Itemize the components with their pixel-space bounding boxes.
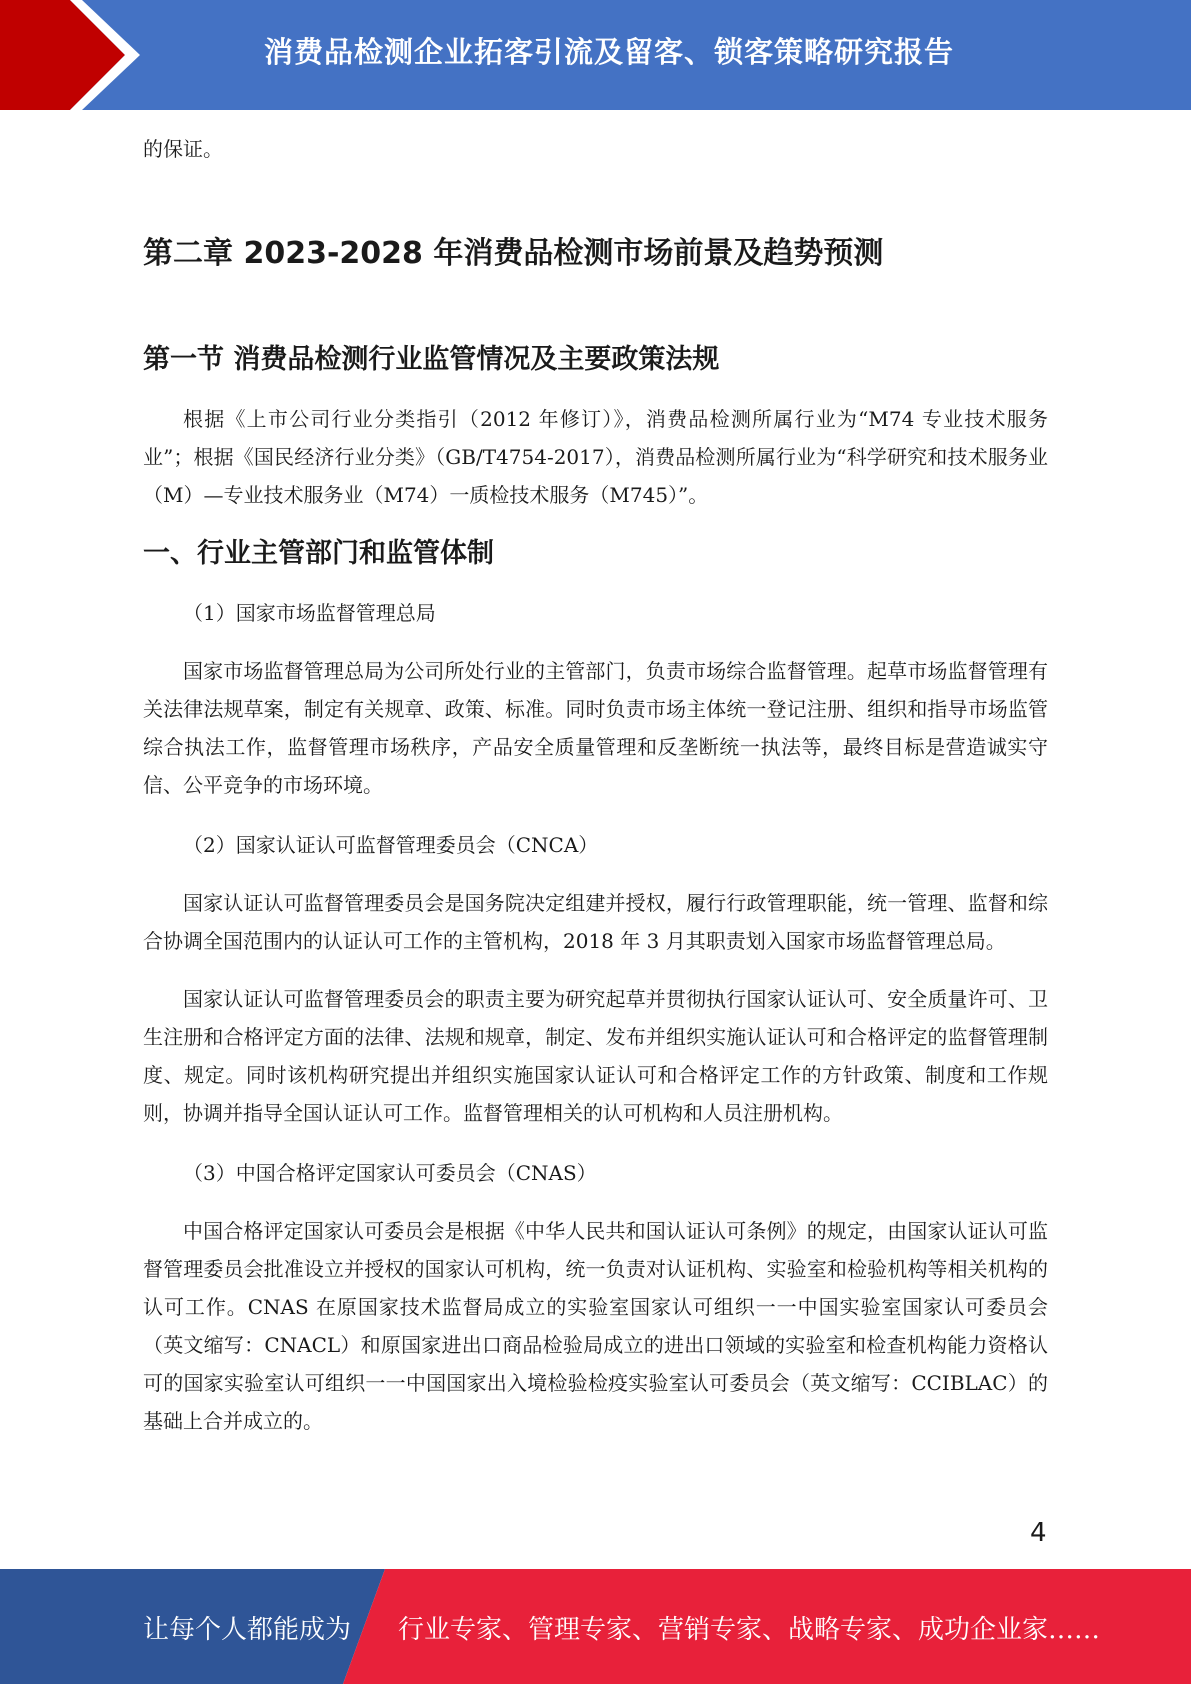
subheading-regulators: 一、行业主管部门和监管体制 — [143, 538, 494, 569]
item-3-paragraph: 中国合格评定国家认可委员会是根据《中华人民共和国认证认可条例》的规定，由国家认证认可监督管理委员会批准设立并授权的国家认可机构，统一负责对认证机构、实验室和检验机构等相关机构的认可工作。CNAS 在原国家技术监督局成立的实验室国家认可组织一一中国实验室国家认可委员会（英文缩写：CNACL）和原国家进出口商品检验局成立的进出口领域的实验室和检查机构能力资格认可的国家实验室认可组织一一中国国家出入境检验检疫实验室认可委员会（英文缩写：CCIBLAC）的基础上合并成立的。 — [143, 1219, 1048, 1433]
item-2-paragraph-2: 国家认证认可监督管理委员会的职责主要为研究起草并贯彻执行国家认证认可、安全质量许可、卫生注册和合格评定方面的法律、法规和规章，制定、发布并组织实施认证认可和合格评定的监督管理制度、规定。同时该机构研究提出并组织实施国家认证认可和合格评定工作的方针政策、制度和工作规则，协调并指导全国认证认可工作。监督管理相关的认可机构和人员注册机构。 — [143, 987, 1048, 1125]
header-arrow-decoration — [0, 0, 160, 110]
footer-slogan-left: 让每个人都能成为 — [143, 1615, 352, 1645]
item-1-paragraph: 国家市场监督管理总局为公司所处行业的主管部门，负责市场综合监督管理。起草市场监督管理有关法律法规草案，制定有关规章、政策、标准。同时负责市场主体统一登记注册、组织和指导市场监管综合执法工作，监督管理市场秩序，产品安全质量管理和反垄断统一执法等，最终目标是营造诚实守信、公平竞争的市场环境。 — [143, 659, 1048, 797]
section-title: 第一节 消费品检测行业监管情况及主要政策法规 — [143, 344, 720, 375]
item-3-title: （3）中国合格评定国家认可委员会（CNAS） — [183, 1161, 597, 1185]
continuation-text: 的保证。 — [143, 137, 223, 161]
document-body — [143, 130, 1048, 1440]
header-title: 消费品检测企业拓客引流及留客、锁客策略研究报告 — [264, 35, 955, 69]
intro-paragraph: 根据《上市公司行业分类指引（2012 年修订）》，消费品检测所属行业为“M74 专业技术服务业”；根据《国民经济行业分类》（GB/T4754-2017），消费品检测所属行业为“科学研究和技术服务业（M）—专业技术服务业（M74）一质检技术服务（M745）”。 — [143, 407, 1048, 507]
item-2-title: （2）国家认证认可监督管理委员会（CNCA） — [183, 833, 599, 857]
chapter-title: 第二章 2023-2028 年消费品检测市场前景及趋势预测 — [143, 236, 884, 271]
footer-slogan-right: 行业专家、管理专家、营销专家、战略专家、成功企业家…… — [398, 1615, 1101, 1645]
page-header — [0, 0, 1191, 110]
item-2-paragraph-1: 国家认证认可监督管理委员会是国务院决定组建并授权，履行行政管理职能，统一管理、监督和综合协调全国范围内的认证认可工作的主管机构，2018 年 3 月其职责划入国家市场监督管理总局。 — [143, 891, 1048, 953]
page-number: 4 — [1030, 1518, 1047, 1548]
item-1-title: （1）国家市场监督管理总局 — [183, 601, 436, 625]
page-footer — [0, 1569, 1191, 1684]
